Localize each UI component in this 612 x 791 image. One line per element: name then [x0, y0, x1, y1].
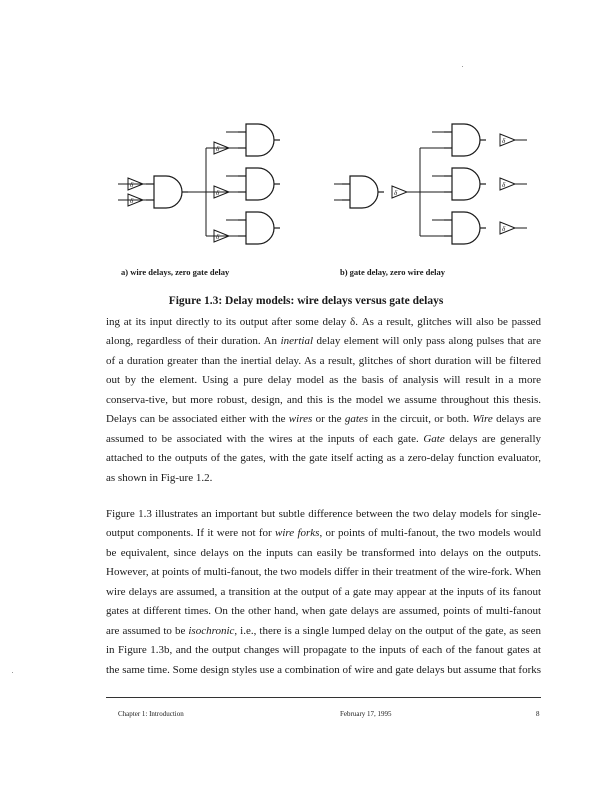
emphasis-term: gates [344, 413, 369, 426]
delay-label: δ [130, 197, 134, 205]
figure-caption: Figure 1.3: Delay models: wire delays versus gate delays [168, 295, 444, 307]
fanout-fork-a [188, 132, 238, 242]
and-gate-a-driver [146, 176, 188, 208]
and-gate-a-fanout-1 [238, 124, 280, 156]
circuit-a [118, 124, 280, 244]
delay-models-figure [0, 0, 612, 300]
footer-date: February 17, 1995 [340, 710, 392, 718]
delay-label: δ [216, 233, 220, 241]
delay-label: δ [502, 181, 506, 189]
emphasis-term: Gate [423, 432, 445, 445]
delay-label: δ [130, 181, 134, 189]
and-gate-b-fanout-2 [444, 168, 486, 200]
delay-label: δ [216, 189, 220, 197]
subcaption-b: b) gate delay, zero wire delay [340, 267, 445, 277]
and-gate-a-fanout-2 [238, 168, 280, 200]
emphasis-term: wires [288, 413, 313, 426]
circuit-b [334, 124, 527, 244]
footer-chapter: Chapter 1: Introduction [118, 710, 184, 718]
emphasis-term: wire forks [274, 527, 320, 540]
delay-label: δ [394, 189, 398, 197]
footer-rule [106, 697, 541, 698]
and-gate-a-fanout-3 [238, 212, 280, 244]
body-paragraph-2 [106, 505, 541, 680]
body-paragraph-1 [106, 313, 541, 488]
delay-label: δ [502, 137, 506, 145]
emphasis-term: isochronic [188, 624, 235, 637]
input-wires-b [334, 184, 342, 200]
and-gate-b-driver [342, 176, 384, 208]
paragraph-text: ing at its input directly to its output after some delay δ. As a result, glitches will also be passed along, regardless of their duration. An inertial delay element will only pass along pulses that are of a duration greater than the inertial delay. As a result, glitches of short duration will be filtered out by the element. Using a pure delay model as the basis of analysis will result in a more conserva-tive, but more robust, design, and this is the model we assume throughout this thesis. Delays can be associated either with the wires or the gates in the circuit, or both. Wire delays are assumed to be associated with the wires at the inputs of each gate. Gate delays are generally attached to the outputs of the gates, with the gate itself acting as a zero-delay function evaluator, as shown in Fig-ure 1.2. [106, 316, 542, 484]
paragraph-text: Figure 1.3 illustrates an important but subtle difference between the two delay models for single-output components. If it were not for wire forks, or points of multi-fanout, the two models would be equivalent, since delays on the inputs can easily be transformed into delays on the outputs. However, at points of multi-fanout, the two models differ in their treatment of the wire-fork. When wire delays are assumed, a transition at the output of a gate may appear at the inputs of its fanout gates at different times. On the other hand, when gate delays are assumed, points of multi-fanout are assumed to be isochronic, i.e., there is a single lumped delay on the output of the gate, as seen in Figure 1.3b, and the output changes will propagate to the inputs of each of the fanout gates at the same time. Some design styles use a combination of wire and gate delays but assume that forks [106, 508, 542, 676]
scan-speck [462, 66, 463, 67]
emphasis-term: Wire [472, 413, 493, 426]
isochronic-fork-b [420, 132, 444, 236]
subcaption-a: a) wire delays, zero gate delay [121, 267, 230, 277]
scan-speck [12, 672, 13, 673]
and-gate-b-fanout-3 [444, 212, 486, 244]
and-gate-b-fanout-1 [444, 124, 486, 156]
emphasis-term: inertial [280, 335, 313, 348]
delay-label: δ [502, 225, 506, 233]
page-number: 8 [536, 710, 540, 718]
delay-label: δ [216, 145, 220, 153]
